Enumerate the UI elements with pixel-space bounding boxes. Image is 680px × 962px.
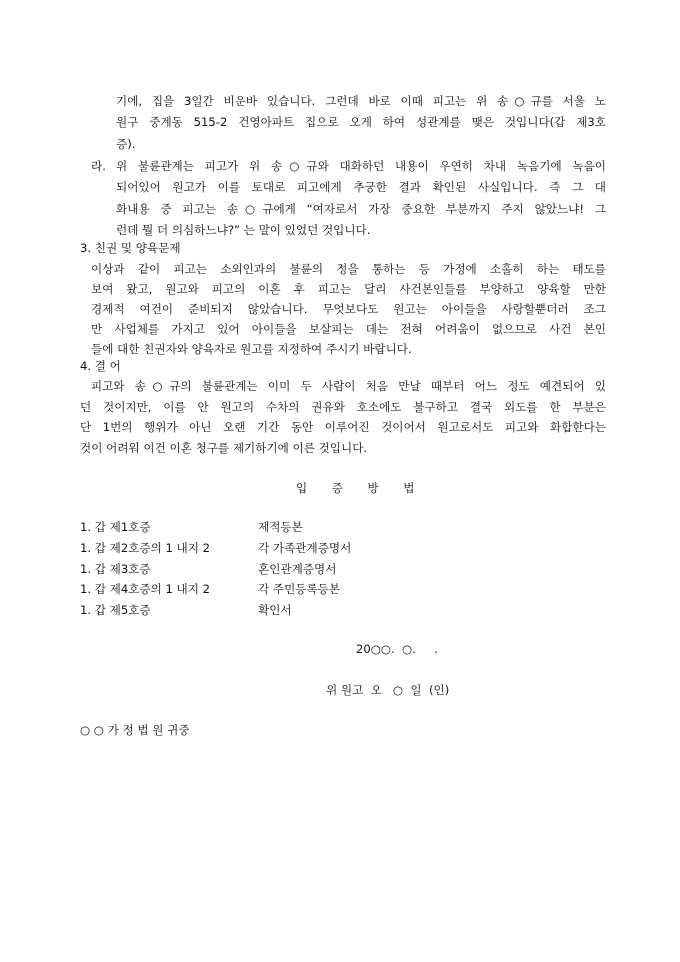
body-line: 기에, 집을 3일간 비운바 있습니다. 그런데 바로 이때 피고는 위 송○규를 서울 노 xyxy=(116,94,606,108)
evidence-item-label: 1. 갑 제5호증 xyxy=(80,603,151,617)
section-heading: 4. 결 어 xyxy=(80,359,121,373)
evidence-item-desc: 각 가족관계증명서 xyxy=(258,541,352,555)
body-line: 경제적 여건이 준비되지 않았습니다. 무엇보다도 원고는 아이들을 사랑할뿐더러 조그 xyxy=(91,302,606,316)
evidence-item-label: 1. 갑 제1호증 xyxy=(80,520,151,534)
body-line: 되어있어 원고가 이를 토대로 피고에게 추궁한 결과 확인된 사실입니다. 즉 그 대 xyxy=(116,180,606,194)
body-line: 만 사업체를 가지고 있어 아이들을 보살피는 데는 전혀 어려움이 없으므로 사건 본인 xyxy=(91,322,606,336)
body-line: 증). xyxy=(116,137,136,151)
evidence-item-desc: 확인서 xyxy=(258,603,292,617)
evidence-item-desc: 제적등본 xyxy=(258,520,303,534)
body-line: 피고와 송○규의 불륜관계는 이미 두 사람이 처음 만날 때부터 어느 정도 예견되어 있 xyxy=(91,379,606,393)
section-heading: 3. 친권 및 양육문제 xyxy=(80,241,181,255)
body-line: 던 것이지만, 이를 안 원고의 수차의 권유와 호소에도 불구하고 결국 외도를 한 부분은 xyxy=(80,400,606,414)
evidence-heading: 입 증 방 법 xyxy=(296,481,425,495)
body-line: 보여 왔고, 원고와 피고의 이혼 후 피고는 달리 사건본인들를 부양하고 양육할 만한 xyxy=(91,282,606,296)
plaintiff-signature: 위 원고 오 ○ 일 (인) xyxy=(326,683,450,697)
body-line: 것이 어려워 이건 이혼 청구를 제기하기에 이른 것입니다. xyxy=(80,441,368,455)
body-line: 위 불륜관계는 피고가 위 송○규와 대화하던 내용이 우연히 차내 녹음기에 녹음이 xyxy=(116,159,606,173)
evidence-item-desc: 각 주민등록등본 xyxy=(258,582,341,596)
court-addressee: ○ ○ 가 정 법 원 귀중 xyxy=(80,723,190,737)
evidence-item-desc: 혼인관계증명서 xyxy=(258,562,337,576)
body-line: 들에 대한 친권자와 양육자로 원고를 지정하여 주시기 바랍니다. xyxy=(91,342,412,356)
body-line: 원구 중계동 515-2 건영아파트 집으로 오게 하여 성관계를 맺은 것입니다(갑 제3호 xyxy=(116,115,606,129)
evidence-item-label: 1. 갑 제4호증의 1 내지 2 xyxy=(80,582,211,596)
filing-date: 20○○. ○. . xyxy=(356,642,438,656)
body-line: 단 1번의 행위가 아닌 오랜 기간 동안 이루어진 것이어서 원고로서도 피고와 화합한다는 xyxy=(80,420,606,434)
evidence-item-label: 1. 갑 제3호증 xyxy=(80,562,151,576)
body-line: 런데 뭘 더 의심하느냐?” 는 말이 있었던 것입니다. xyxy=(116,223,371,237)
body-line: 화내용 중 피고는 송○규에게 “여자로서 가장 중요한 부분까지 주지 않았느냐! 그 xyxy=(116,202,606,216)
evidence-item-label: 1. 갑 제2호증의 1 내지 2 xyxy=(80,541,211,555)
list-marker: 라. xyxy=(91,159,106,173)
body-line: 이상과 같이 피고는 소외인과의 불륜의 정을 통하는 등 가정에 소홀히 하는 태도를 xyxy=(91,262,606,276)
